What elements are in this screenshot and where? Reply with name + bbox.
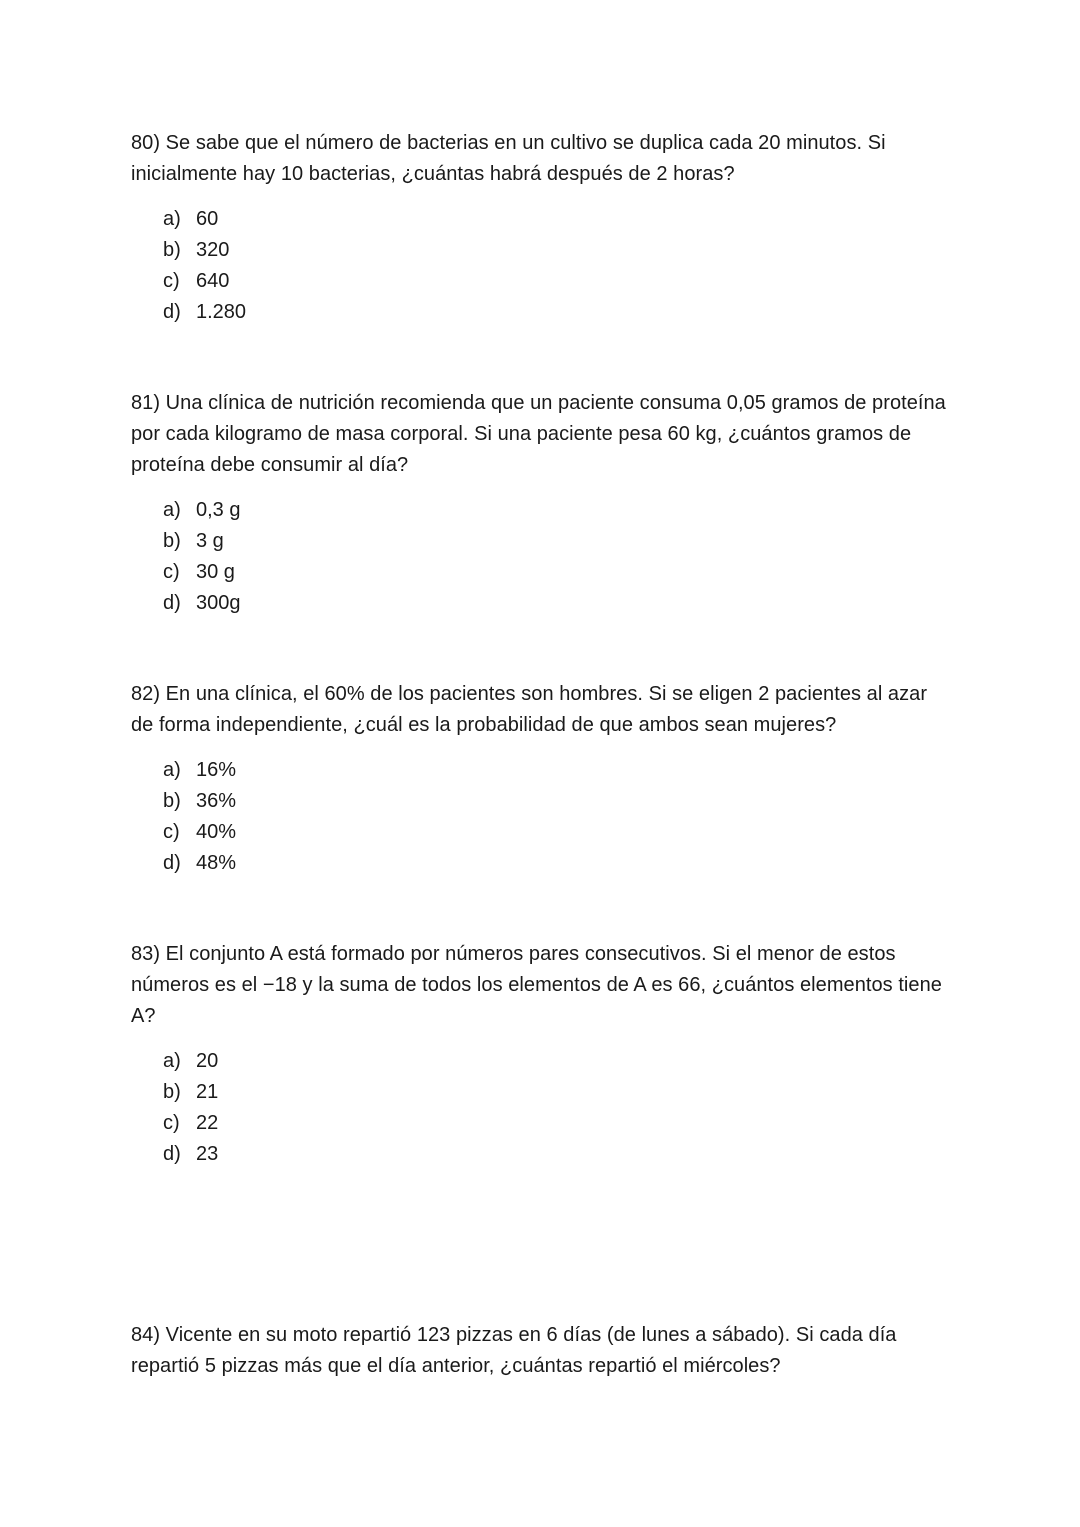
option-letter: d) xyxy=(163,1143,181,1165)
option-c xyxy=(163,557,951,588)
option-letter: d) xyxy=(163,852,181,874)
option-value: 3 g xyxy=(196,530,224,552)
option-d xyxy=(163,588,951,619)
option-letter: a) xyxy=(163,1050,181,1072)
option-b xyxy=(163,526,951,557)
option-value: 22 xyxy=(196,1112,219,1134)
option-value: 20 xyxy=(196,1050,219,1072)
option-value: 60 xyxy=(196,208,219,230)
answer-options xyxy=(163,204,951,328)
option-value: 640 xyxy=(196,270,230,292)
option-letter: b) xyxy=(163,790,181,812)
option-value: 40% xyxy=(196,821,237,843)
option-value: 21 xyxy=(196,1081,219,1103)
question-84 xyxy=(131,1320,951,1382)
option-b xyxy=(163,1077,951,1108)
option-letter: c) xyxy=(163,821,180,843)
option-a xyxy=(163,495,951,526)
option-value: 36% xyxy=(196,790,237,812)
option-letter: c) xyxy=(163,1112,180,1134)
option-letter: c) xyxy=(163,270,180,292)
option-c xyxy=(163,266,951,297)
option-b xyxy=(163,786,951,817)
option-value: 23 xyxy=(196,1143,219,1165)
option-value: 300g xyxy=(196,592,241,614)
question-text: 84) Vicente en su moto repartió 123 pizzas en 6 días (de lunes a sábado). Si cada día repartió 5 pizzas más que el día anterior, ¿cuántas repartió el miércoles? xyxy=(131,1324,897,1377)
answer-options xyxy=(163,1046,951,1170)
option-letter: a) xyxy=(163,499,181,521)
option-letter: d) xyxy=(163,592,181,614)
option-letter: d) xyxy=(163,301,181,323)
option-letter: b) xyxy=(163,530,181,552)
question-text: 81) Una clínica de nutrición recomienda que un paciente consuma 0,05 gramos de proteína por cada kilogramo de masa corporal. Si una paciente pesa 60 kg, ¿cuántos gramos de proteína debe consumir al día? xyxy=(131,392,946,476)
option-letter: a) xyxy=(163,759,181,781)
option-b xyxy=(163,235,951,266)
option-value: 320 xyxy=(196,239,230,261)
option-value: 16% xyxy=(196,759,237,781)
option-letter: b) xyxy=(163,1081,181,1103)
answer-options xyxy=(163,495,951,619)
option-c xyxy=(163,1108,951,1139)
option-a xyxy=(163,204,951,235)
option-value: 30 g xyxy=(196,561,235,583)
question-text: 82) En una clínica, el 60% de los pacientes son hombres. Si se eligen 2 pacientes al azar de forma independiente, ¿cuál es la probabilidad de que ambos sean mujeres? xyxy=(131,683,928,736)
option-c xyxy=(163,817,951,848)
question-83 xyxy=(131,939,951,1170)
question-text: 83) El conjunto A está formado por números pares consecutivos. Si el menor de estos números es el −18 y la suma de todos los elementos de A es 66, ¿cuántos elementos tiene A? xyxy=(131,943,942,1027)
option-letter: b) xyxy=(163,239,181,261)
option-d xyxy=(163,1139,951,1170)
question-text: 80) Se sabe que el número de bacterias en un cultivo se duplica cada 20 minutos. Si inicialmente hay 10 bacterias, ¿cuántas habrá después de 2 horas? xyxy=(131,132,886,185)
option-d xyxy=(163,848,951,879)
option-value: 0,3 g xyxy=(196,499,241,521)
option-value: 1.280 xyxy=(196,301,247,323)
option-letter: c) xyxy=(163,561,180,583)
question-81 xyxy=(131,388,951,619)
option-a xyxy=(163,1046,951,1077)
option-d xyxy=(163,297,951,328)
question-82 xyxy=(131,679,951,879)
option-letter: a) xyxy=(163,208,181,230)
option-value: 48% xyxy=(196,852,237,874)
question-80 xyxy=(131,128,951,328)
answer-options xyxy=(163,755,951,879)
option-a xyxy=(163,755,951,786)
